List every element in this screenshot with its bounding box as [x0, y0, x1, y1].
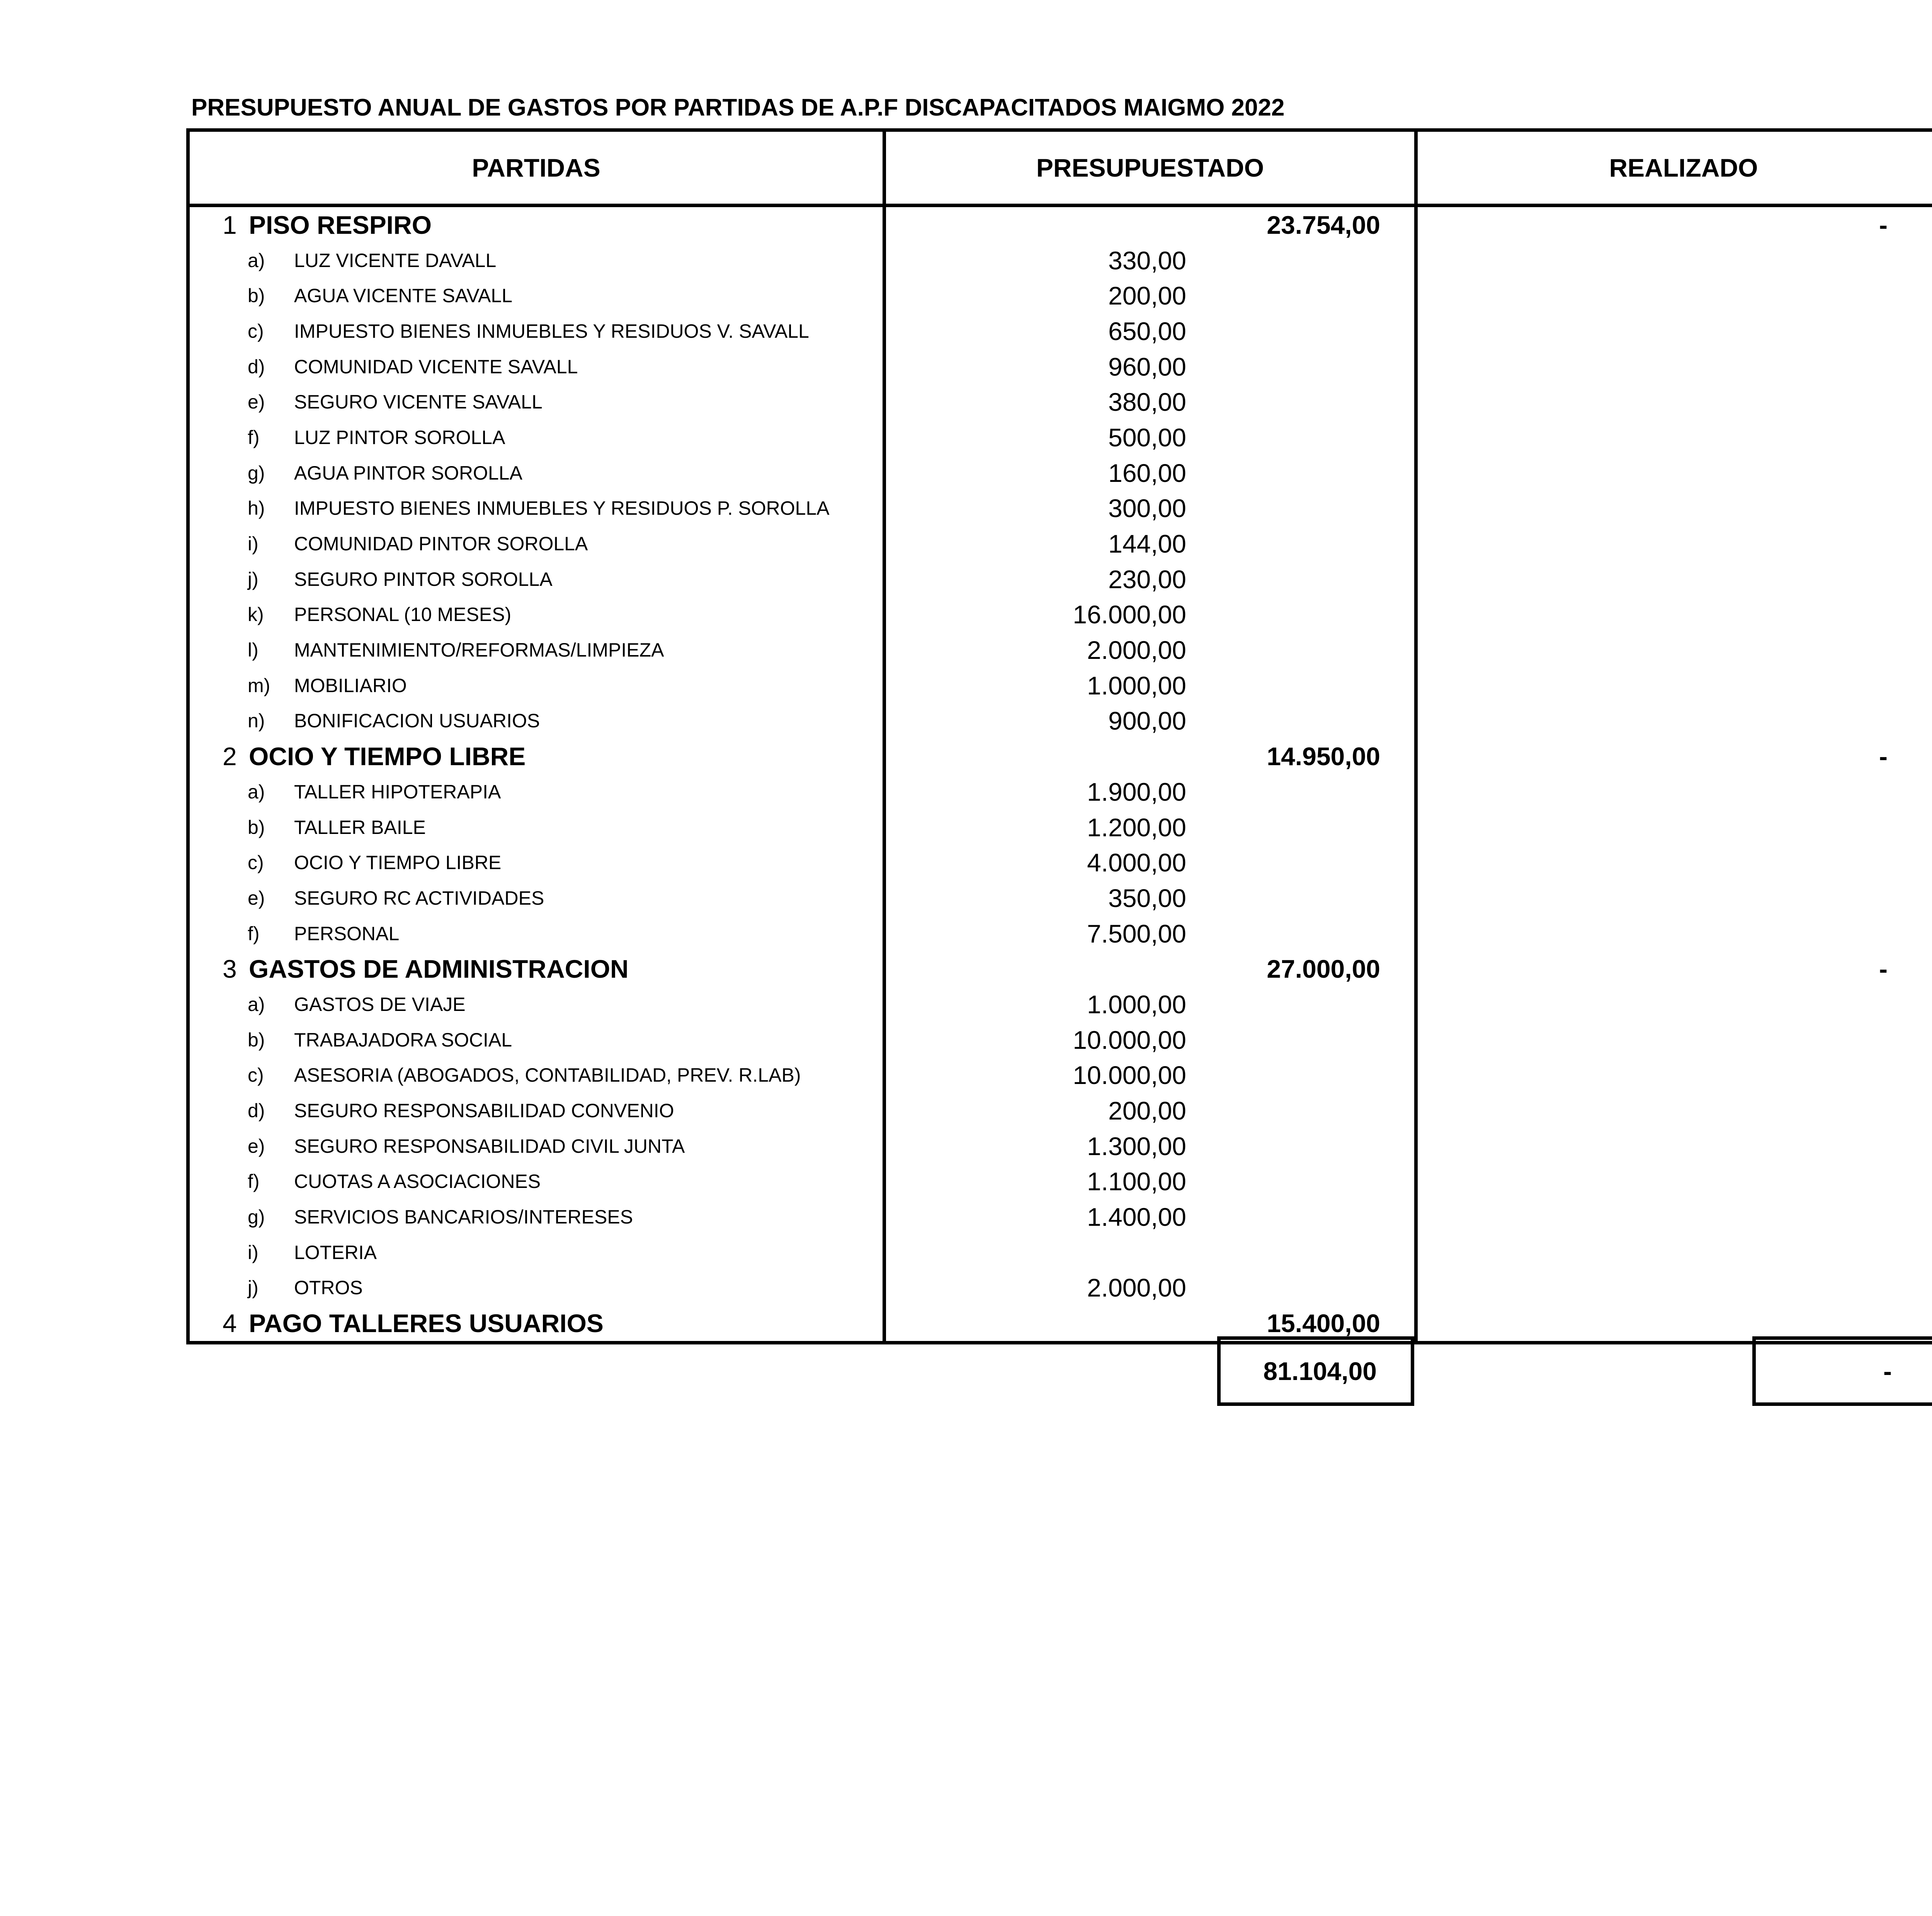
item-letter: c)	[248, 320, 264, 342]
item-letter: b)	[248, 816, 265, 838]
item-presupuestado: 1.200,00	[1087, 813, 1186, 842]
item-presupuestado: 4.000,00	[1087, 848, 1186, 877]
presupuestado-cell	[884, 916, 1416, 951]
partida-cell	[188, 916, 884, 951]
presupuestado-cell	[884, 313, 1416, 349]
presupuestado-cell	[884, 774, 1416, 810]
presupuestado-cell	[884, 1128, 1416, 1164]
partida-cell	[188, 1022, 884, 1058]
realizado-cell	[1416, 1199, 1932, 1235]
item-presupuestado: 10.000,00	[1073, 1061, 1186, 1090]
item-name: TRABAJADORA SOCIAL	[294, 1029, 512, 1051]
group-row	[188, 951, 1932, 987]
group-name: PAGO TALLERES USUARIOS	[249, 1309, 604, 1338]
partida-cell	[188, 455, 884, 491]
item-name: PERSONAL	[294, 922, 400, 944]
partida-cell	[188, 243, 884, 278]
item-name: TALLER HIPOTERAPIA	[294, 781, 501, 803]
presupuestado-cell	[884, 349, 1416, 385]
item-name: TALLER BAILE	[294, 816, 426, 838]
item-row	[188, 491, 1932, 526]
item-row	[188, 987, 1932, 1022]
realizado-cell	[1416, 951, 1932, 987]
presupuestado-cell	[884, 951, 1416, 987]
item-row	[188, 845, 1932, 880]
realizado-cell	[1416, 1235, 1932, 1270]
item-letter: k)	[248, 604, 264, 626]
group-realizado-value: -	[1879, 742, 1888, 771]
group-name: GASTOS DE ADMINISTRACION	[249, 955, 629, 984]
item-row	[188, 774, 1932, 810]
partida-cell	[188, 313, 884, 349]
item-letter: a)	[248, 781, 265, 803]
item-presupuestado: 900,00	[1108, 706, 1186, 735]
item-row	[188, 1093, 1932, 1128]
item-presupuestado: 1.400,00	[1087, 1203, 1186, 1232]
item-row	[188, 1235, 1932, 1270]
item-name: SEGURO PINTOR SOROLLA	[294, 568, 553, 590]
item-letter: j)	[248, 568, 259, 590]
partida-cell	[188, 206, 884, 243]
item-name: PERSONAL (10 MESES)	[294, 604, 512, 626]
partida-cell	[188, 632, 884, 668]
header-realizado: REALIZADO	[1416, 130, 1932, 206]
item-row	[188, 455, 1932, 491]
realizado-cell	[1416, 1058, 1932, 1093]
partida-cell	[188, 1270, 884, 1306]
partida-cell	[188, 1164, 884, 1200]
item-row	[188, 916, 1932, 951]
item-name: AGUA VICENTE SAVALL	[294, 285, 513, 307]
realizado-cell	[1416, 668, 1932, 703]
realizado-cell	[1416, 384, 1932, 420]
realizado-cell	[1416, 313, 1932, 349]
presupuestado-cell	[884, 491, 1416, 526]
realizado-cell	[1416, 738, 1932, 774]
item-letter: e)	[248, 1135, 265, 1157]
realizado-cell	[1416, 278, 1932, 313]
presupuestado-cell	[884, 1058, 1416, 1093]
item-name: COMUNIDAD VICENTE SAVALL	[294, 356, 578, 378]
item-presupuestado: 160,00	[1108, 458, 1186, 487]
item-presupuestado: 1.100,00	[1087, 1167, 1186, 1196]
realizado-cell	[1416, 810, 1932, 845]
partida-cell	[188, 1128, 884, 1164]
item-name: LUZ VICENTE DAVALL	[294, 249, 497, 271]
item-letter: g)	[248, 1206, 265, 1228]
item-presupuestado: 16.000,00	[1073, 600, 1186, 629]
realizado-cell	[1416, 1270, 1932, 1306]
item-letter: f)	[248, 426, 260, 448]
group-presupuestado-total: 27.000,00	[1267, 955, 1380, 984]
item-name: GASTOS DE VIAJE	[294, 993, 466, 1015]
item-letter: c)	[248, 1064, 264, 1086]
presupuestado-cell	[884, 562, 1416, 597]
presupuestado-cell	[884, 738, 1416, 774]
item-name: IMPUESTO BIENES INMUEBLES Y RESIDUOS P. SOROLLA	[294, 497, 830, 519]
item-row	[188, 243, 1932, 278]
item-name: SEGURO RESPONSABILIDAD CONVENIO	[294, 1100, 674, 1122]
item-presupuestado: 200,00	[1108, 281, 1186, 310]
partida-cell	[188, 526, 884, 562]
partida-cell	[188, 1305, 884, 1343]
partida-cell	[188, 1058, 884, 1093]
realizado-cell	[1416, 1093, 1932, 1128]
item-letter: l)	[248, 639, 259, 661]
partida-cell	[188, 880, 884, 916]
item-letter: i)	[248, 1241, 259, 1263]
realizado-cell	[1416, 703, 1932, 739]
item-name: LUZ PINTOR SOROLLA	[294, 426, 505, 448]
item-letter: f)	[248, 1171, 260, 1193]
item-letter: n)	[248, 710, 265, 732]
group-name: PISO RESPIRO	[249, 210, 432, 239]
partida-cell	[188, 1235, 884, 1270]
item-name: OCIO Y TIEMPO LIBRE	[294, 852, 502, 874]
group-name: OCIO Y TIEMPO LIBRE	[249, 742, 526, 771]
item-name: SEGURO RC ACTIVIDADES	[294, 887, 544, 909]
realizado-cell	[1416, 880, 1932, 916]
group-row	[188, 738, 1932, 774]
item-name: LOTERIA	[294, 1241, 377, 1263]
realizado-cell	[1416, 420, 1932, 455]
realizado-cell	[1416, 243, 1932, 278]
partida-cell	[188, 1093, 884, 1128]
item-letter: d)	[248, 1100, 265, 1122]
item-letter: d)	[248, 356, 265, 378]
presupuestado-cell	[884, 206, 1416, 243]
item-name: OTROS	[294, 1277, 363, 1299]
item-row	[188, 1128, 1932, 1164]
item-name: MANTENIMIENTO/REFORMAS/LIMPIEZA	[294, 639, 664, 661]
presupuestado-cell	[884, 845, 1416, 880]
realizado-cell	[1416, 349, 1932, 385]
item-presupuestado: 10.000,00	[1073, 1025, 1186, 1054]
item-letter: b)	[248, 1029, 265, 1051]
realizado-cell	[1416, 491, 1932, 526]
presupuestado-cell	[884, 455, 1416, 491]
item-letter: a)	[248, 993, 265, 1015]
header-partidas: PARTIDAS	[188, 130, 884, 206]
partida-cell	[188, 1199, 884, 1235]
item-letter: c)	[248, 852, 264, 874]
presupuestado-cell	[884, 668, 1416, 703]
item-letter: h)	[248, 497, 265, 519]
item-row	[188, 313, 1932, 349]
item-presupuestado: 200,00	[1108, 1096, 1186, 1125]
item-row	[188, 597, 1932, 633]
presupuestado-cell	[884, 1235, 1416, 1270]
presupuestado-cell	[884, 703, 1416, 739]
budget-table	[186, 128, 1932, 1344]
item-name: CUOTAS A ASOCIACIONES	[294, 1171, 541, 1193]
presupuestado-cell	[884, 597, 1416, 633]
item-letter: g)	[248, 462, 265, 484]
presupuestado-cell	[884, 1164, 1416, 1200]
header-row	[188, 130, 1932, 206]
realizado-cell	[1416, 632, 1932, 668]
item-presupuestado: 350,00	[1108, 883, 1186, 912]
partida-cell	[188, 845, 884, 880]
item-presupuestado: 300,00	[1108, 494, 1186, 523]
document-title: PRESUPUESTO ANUAL DE GASTOS POR PARTIDAS DE A.P.F DISCAPACITADOS MAIGMO 2022	[191, 94, 1285, 121]
realizado-cell	[1416, 455, 1932, 491]
item-name: SEGURO VICENTE SAVALL	[294, 391, 543, 413]
item-row	[188, 526, 1932, 562]
group-realizado-value: -	[1879, 955, 1888, 984]
item-presupuestado: 330,00	[1108, 246, 1186, 275]
realizado-cell	[1416, 526, 1932, 562]
item-row	[188, 420, 1932, 455]
item-letter: f)	[248, 922, 260, 944]
item-name: IMPUESTO BIENES INMUEBLES Y RESIDUOS V. SAVALL	[294, 320, 809, 342]
item-row	[188, 384, 1932, 420]
realizado-cell	[1416, 1128, 1932, 1164]
presupuestado-cell	[884, 632, 1416, 668]
presupuestado-cell	[884, 1022, 1416, 1058]
realizado-cell	[1416, 206, 1932, 243]
partida-cell	[188, 597, 884, 633]
item-row	[188, 1270, 1932, 1306]
presupuestado-cell	[884, 987, 1416, 1022]
item-presupuestado: 380,00	[1108, 388, 1186, 417]
presupuestado-cell	[884, 1270, 1416, 1306]
partida-cell	[188, 738, 884, 774]
item-presupuestado: 2.000,00	[1087, 636, 1186, 665]
partida-cell	[188, 703, 884, 739]
item-presupuestado: 1.300,00	[1087, 1132, 1186, 1160]
header-presupuestado: PRESUPUESTADO	[884, 130, 1416, 206]
item-presupuestado: 1.900,00	[1087, 777, 1186, 806]
partida-cell	[188, 384, 884, 420]
partida-cell	[188, 987, 884, 1022]
item-row	[188, 1058, 1932, 1093]
presupuestado-cell	[884, 526, 1416, 562]
group-presupuestado-total: 23.754,00	[1267, 210, 1380, 239]
item-letter: b)	[248, 285, 265, 307]
item-presupuestado: 230,00	[1108, 565, 1186, 594]
group-presupuestado-total: 14.950,00	[1267, 742, 1380, 771]
total-realizado: -	[1883, 1357, 1892, 1385]
group-presupuestado-total: 15.400,00	[1267, 1309, 1380, 1338]
item-presupuestado: 960,00	[1108, 352, 1186, 381]
group-number: 1	[223, 210, 237, 239]
partida-cell	[188, 668, 884, 703]
group-row	[188, 206, 1932, 243]
item-letter: m)	[248, 674, 270, 696]
realizado-cell	[1416, 845, 1932, 880]
item-name: AGUA PINTOR SOROLLA	[294, 462, 522, 484]
presupuestado-cell	[884, 420, 1416, 455]
realizado-cell	[1416, 1022, 1932, 1058]
item-letter: e)	[248, 391, 265, 413]
item-row	[188, 349, 1932, 385]
group-realizado-value: -	[1879, 210, 1888, 239]
item-presupuestado: 500,00	[1108, 423, 1186, 452]
group-row	[188, 1305, 1932, 1343]
item-name: COMUNIDAD PINTOR SOROLLA	[294, 533, 588, 555]
item-presupuestado: 1.000,00	[1087, 671, 1186, 700]
group-number: 4	[223, 1309, 237, 1338]
partida-cell	[188, 278, 884, 313]
item-presupuestado: 1.000,00	[1087, 990, 1186, 1019]
total-realizado-box	[1752, 1336, 1932, 1406]
item-row	[188, 703, 1932, 739]
group-number: 3	[223, 955, 237, 984]
item-name: BONIFICACION USUARIOS	[294, 710, 540, 732]
item-row	[188, 632, 1932, 668]
item-letter: a)	[248, 249, 265, 271]
item-row	[188, 1199, 1932, 1235]
total-presupuestado-box	[1217, 1336, 1414, 1406]
item-presupuestado: 2.000,00	[1087, 1273, 1186, 1302]
presupuestado-cell	[884, 1199, 1416, 1235]
item-letter: e)	[248, 887, 265, 909]
item-name: MOBILIARIO	[294, 674, 407, 696]
item-name: SERVICIOS BANCARIOS/INTERESES	[294, 1206, 633, 1228]
partida-cell	[188, 420, 884, 455]
partida-cell	[188, 810, 884, 845]
item-row	[188, 880, 1932, 916]
item-letter: i)	[248, 533, 259, 555]
presupuestado-cell	[884, 1093, 1416, 1128]
item-presupuestado: 7.500,00	[1087, 919, 1186, 948]
total-presupuestado: 81.104,00	[1263, 1357, 1377, 1385]
item-row	[188, 668, 1932, 703]
item-row	[188, 1022, 1932, 1058]
item-name: SEGURO RESPONSABILIDAD CIVIL JUNTA	[294, 1135, 685, 1157]
realizado-cell	[1416, 774, 1932, 810]
realizado-cell	[1416, 1164, 1932, 1200]
presupuestado-cell	[884, 243, 1416, 278]
partida-cell	[188, 349, 884, 385]
item-row	[188, 278, 1932, 313]
item-row	[188, 1164, 1932, 1200]
presupuestado-cell	[884, 384, 1416, 420]
item-row	[188, 562, 1932, 597]
item-presupuestado: 144,00	[1108, 529, 1186, 558]
item-row	[188, 810, 1932, 845]
partida-cell	[188, 774, 884, 810]
realizado-cell	[1416, 562, 1932, 597]
realizado-cell	[1416, 987, 1932, 1022]
realizado-cell	[1416, 597, 1932, 633]
presupuestado-cell	[884, 880, 1416, 916]
partida-cell	[188, 951, 884, 987]
realizado-cell	[1416, 916, 1932, 951]
presupuestado-cell	[884, 810, 1416, 845]
presupuestado-cell	[884, 278, 1416, 313]
partida-cell	[188, 491, 884, 526]
partida-cell	[188, 562, 884, 597]
item-presupuestado: 650,00	[1108, 316, 1186, 345]
item-name: ASESORIA (ABOGADOS, CONTABILIDAD, PREV. R.LAB)	[294, 1064, 801, 1086]
item-letter: j)	[248, 1277, 259, 1299]
group-number: 2	[223, 742, 237, 771]
table-body	[188, 206, 1932, 1343]
